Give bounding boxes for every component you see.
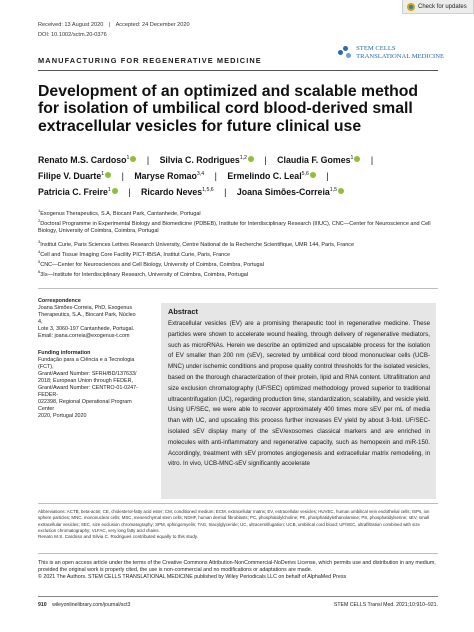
author[interactable]: Silvia C. Rodrigues$^{1,2}$	[160, 155, 254, 165]
affiliation: $^4$Cell and Tissue Imaging Core Facility PICT-IBiSA, Institut Curie, Paris, France	[38, 249, 231, 258]
orcid-icon[interactable]	[310, 172, 316, 178]
journal-logo-line2: TRANSLATIONAL MEDICINE	[356, 52, 444, 60]
funding-line: Grant/Award Number: SFRH/BD/137633/	[38, 371, 137, 377]
author-row-3: Patricia C. Freire$^1$ | Ricardo Neves$^{1,5,6}$ | Joana Simões-Correia$^{1,5}$	[38, 187, 448, 197]
affiliation: $^2$Doctoral Programme in Experimental Biology and Biomedicine (PDBEB), Institute for Interdisciplinary Research (IIIUC), CNC—Center for Neuroscience and Cell Biology, University of Coimbra, Coimbra, Portugal	[38, 218, 431, 234]
license-divider	[38, 553, 438, 554]
received-date: Received: 13 August 2020	[38, 22, 104, 28]
correspondence-line: Therapeutics, S.A., Biocant Park, Núcleo 4,	[38, 312, 136, 325]
journal-site-link[interactable]: wileyonlinelibrary.com/journal/sct3	[52, 602, 131, 608]
journal-logo	[338, 45, 444, 60]
section-label: MANUFACTURING FOR REGENERATIVE MEDICINE	[38, 56, 262, 65]
meta-separator: |	[108, 22, 111, 28]
abstract-divider	[38, 503, 438, 504]
funding-line: Grant/Award Number: CENTRO-01-0247-FEDER-	[38, 385, 138, 398]
author[interactable]: Claudia F. Gomes$^1$	[277, 155, 360, 165]
journal-citation: STEM CELLS Transl Med. 2021;10:910–921.	[333, 602, 438, 608]
abbreviations: Abbreviations: ACTB, beta-actin; CE, cholesterol-fatty acid ester; CM, conditioned medium; ECM, extracellular matrix; EV, extracellular vesicles; HUVEC, human umbilical vein endothelial cells; ISPs, ion sphere particles; MNC, mononuclear cells; MSC, mesenchymal stem cells; NDHF, human dermal fibroblasts; PC, phosphatidylcholine; PE, phosphatidylethanolamine; PS, phosphatidylserine; sEV, small extracellular vesicles; SEC, size exclusion chromatography; SPM, sphingomyelin; TAG, triacylglyceride; UC, ultracentrifugation; UCB, umbilical cord blood; UF/SEC, ultrafiltration combined with size exclusion chromatography; VLFAC, very long fatty acid chains.	[38, 509, 430, 534]
author-row-2: Filipe V. Duarte$^1$ | Maryse Romao$^{3,4}$ | Ermelindo C. Leal$^{5,6}$ |	[38, 171, 329, 181]
accepted-date: Accepted: 24 December 2020	[115, 22, 190, 28]
author[interactable]: Ricardo Neves$^{1,5,6}$	[141, 187, 214, 197]
correspondence-heading: Correspondence	[38, 298, 81, 304]
author[interactable]: Joana Simões-Correia$^{1,5}$	[237, 187, 344, 197]
doi[interactable]: DOI: 10.1002/sctm.20-0376	[38, 32, 107, 38]
funding-line: 2020, Portugal 2020	[38, 413, 87, 419]
footer-divider	[38, 596, 438, 597]
license-text: This is an open access article under the terms of the Creative Commons Attribution-NonCommercial-NoDerivs License, which permits use and distribution in any medium, provided the original work is properly cited, the use is non-commercial and no modifications or adaptations are made. © 2021 The Authors. STEM CELLS TRANSLATIONAL MEDICINE published by Wiley Periodicals LLC on behalf of AlphaMed Press	[38, 560, 436, 581]
correspondence-block	[38, 298, 138, 340]
page-number: 910	[38, 602, 47, 608]
journal-logo-text	[356, 45, 444, 60]
check-for-updates-button[interactable]	[402, 0, 474, 14]
orcid-icon[interactable]	[248, 156, 254, 162]
stem-cells-logo-icon	[338, 46, 352, 60]
author[interactable]: Maryse Romao$^{3,4}$	[134, 171, 205, 181]
received-accepted-line	[38, 22, 190, 28]
crossmark-icon	[407, 3, 415, 11]
author[interactable]: Ermelindo C. Leal$^{5,6}$	[227, 171, 316, 181]
funding-line: 022398, Regional Operational Program Center	[38, 399, 132, 412]
correspondence-line: Lote 3, 3060-197 Cantanhede, Portugal.	[38, 326, 135, 332]
footer-left	[38, 602, 130, 608]
abstract-heading: Abstract	[168, 307, 198, 316]
affiliation: $^6$3Is—Institute for Interdisciplinary Research, University of Coimbra, Coimbra, Portugal	[38, 269, 249, 278]
article-title: Development of an optimized and scalable method for isolation of umbilical cord blood-derived small extracellular vesicles for future clinical use	[38, 83, 419, 135]
affiliation-divider	[38, 288, 438, 289]
orcid-icon[interactable]	[105, 172, 111, 178]
orcid-icon[interactable]	[112, 188, 118, 194]
header-divider	[38, 70, 438, 71]
author[interactable]: Patricia C. Freire$^1$	[38, 187, 118, 197]
check-for-updates-label: Check for updates	[418, 3, 467, 10]
journal-logo-line1: STEM CELLS	[356, 45, 396, 52]
orcid-icon[interactable]	[338, 188, 344, 194]
author[interactable]: Renato M.S. Cardoso$^1$	[38, 155, 136, 165]
abstract-text: Extracellular vesicles (EV) are a promising therapeutic tool in regenerative medicine. These particles were shown to accelerate wound healing, through delivery of regenerative mediators, such as microRNAs. Herein we describe an optimized and upscalable process for the isolation of EV smaller than 200 nm (sEV), secreted by umbilical cord blood mononuclear cells (UCB-MNC) under ischemic conditions and propose quality control thresholds for the isolated vesicles, based on the thorough characterization of their protein, lipid and RNA content. Ultrafiltration and size exclusion chromatography (UF/SEC) optimized methodology proved superior to traditional ultracentrifugation (UC), regarding production time, standardization, scalability, and vesicle yield. Using UF/SEC, we were able to recover approximately 400 times more sEV per mL of media than with UC, and upscaling this process further increases EV yield by about 3-fold. UF/SEC-isolated sEV display many of the sEV/exosomes classical markers and are enriched in molecules with anti-inflammatory and regenerative capacity, such as hemopexin and miR-150. Accordingly, treatment with sEV promotes angiogenesis and extracellular matrix remodeling, in vitro. In vivo, UCB-MNC-sEV significantly accelerate	[168, 320, 430, 468]
author-row-1: Renato M.S. Cardoso$^1$ | Silvia C. Rodrigues$^{1,2}$ | Claudia F. Gomes$^1$ |	[38, 155, 374, 165]
correspondence-line: Joana Simões-Correia, PhD, Exogenus	[38, 305, 133, 311]
funding-line: Fundação para a Ciência e a Tecnologia (FCT),	[38, 357, 135, 370]
affiliation: $^5$CNC—Center for Neurosciences and Cell Biology, University of Coimbra, Coimbra, Portugal	[38, 259, 264, 268]
funding-block	[38, 350, 138, 420]
author[interactable]: Filipe V. Duarte$^1$	[38, 171, 111, 181]
affiliation: $^1$Exogenus Therapeutics, S.A, Biocant Park, Cantanhede, Portugal	[38, 208, 201, 217]
funding-heading: Funding information	[38, 350, 91, 356]
funding-line: 2018; European Union through FEDER,	[38, 378, 133, 384]
orcid-icon[interactable]	[354, 156, 360, 162]
affiliation: $^3$Institut Curie, Paris Sciences Lettres Research University, Centre National de la Recherche Scientifique, UMR 144, Paris, France	[38, 239, 355, 248]
page-footer	[38, 602, 438, 608]
orcid-icon[interactable]	[130, 156, 136, 162]
correspondence-email[interactable]: Email: joana.correia@exogenus-t.com	[38, 333, 130, 339]
contribution-note: Renato M.S. Cardoso and Silvia C. Rodrigues contributed equally to this study.	[38, 534, 199, 539]
